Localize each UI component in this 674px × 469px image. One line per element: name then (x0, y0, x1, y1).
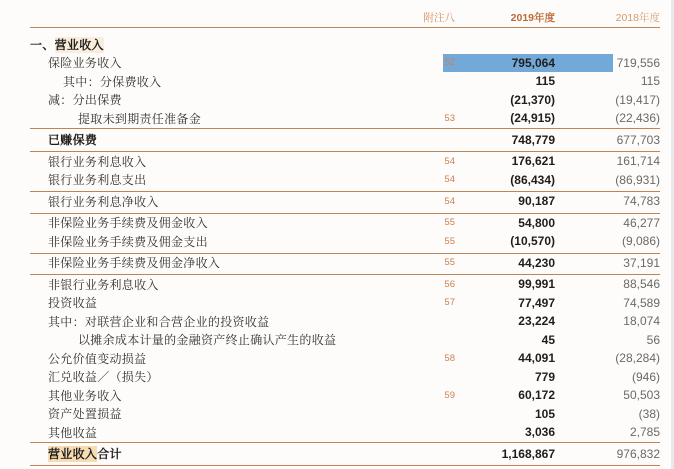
row-label: 公允价值变动损益 (48, 351, 147, 366)
row-value-2018: 74,589 (623, 295, 660, 310)
total-value-2018: 976,832 (616, 446, 660, 461)
section-number: 一、 (30, 37, 55, 52)
column-header-note: 附注八 (423, 12, 455, 24)
total-row (30, 442, 660, 467)
row-value-2019: 779 (534, 369, 555, 384)
row-note: 55 (444, 217, 455, 229)
row-label: 银行业务利息净收入 (48, 194, 159, 209)
row-value-2018: (19,417) (615, 92, 660, 107)
table-row (30, 349, 660, 368)
row-value-2018: 2,785 (629, 425, 660, 440)
row-label: 已赚保费 (48, 133, 98, 148)
row-note: 55 (444, 235, 455, 247)
total-value-2019: 1,168,867 (501, 446, 555, 461)
section-heading-row (30, 35, 660, 54)
row-value-2018: 56 (646, 332, 660, 347)
row-label: 投资收益 (48, 296, 98, 311)
row-label: 非保险业务手续费及佣金支出 (48, 234, 208, 249)
row-label: 其中：对联营企业和合营企业的投资收益 (48, 314, 270, 329)
total-suffix: 合计 (97, 447, 122, 462)
column-header-2018: 2018年度 (615, 12, 660, 24)
row-label: 其他业务收入 (48, 388, 122, 403)
table-row (30, 405, 660, 424)
subtotal-row (30, 128, 660, 153)
column-header-2019: 2019年度 (510, 12, 555, 24)
row-note: 59 (444, 389, 455, 401)
row-value-2019: 60,172 (518, 388, 555, 403)
table-row (30, 171, 660, 193)
row-label: 其中：分保费收入 (63, 74, 162, 89)
row-note: 58 (444, 352, 455, 364)
row-label: 其他收益 (48, 425, 98, 440)
row-label: 汇兑收益／（损失） (48, 370, 159, 385)
row-value-2019: 3,036 (524, 425, 555, 440)
row-value-2019: 45 (541, 332, 555, 347)
row-value-2018: 88,546 (623, 277, 660, 292)
row-value-2018: 18,074 (623, 314, 660, 329)
table-row (30, 109, 660, 128)
row-label: 非保险业务手续费及佣金净收入 (48, 256, 221, 271)
row-note: 57 (444, 297, 455, 309)
table-row (30, 232, 660, 254)
row-value-2019: 748,779 (511, 132, 555, 147)
row-label: 资产处置损益 (48, 407, 122, 422)
table-row (30, 294, 660, 313)
row-note: 52 (444, 57, 455, 69)
row-value-2019: 795,064 (511, 55, 555, 70)
row-value-2018: 115 (640, 74, 660, 89)
row-value-2018: (86,931) (615, 172, 660, 187)
row-value-2019: 115 (535, 74, 555, 89)
table-row (30, 54, 660, 73)
row-value-2019: (86,434) (510, 172, 555, 187)
row-value-2018: (22,436) (615, 111, 660, 126)
row-value-2018: 161,714 (616, 154, 660, 169)
row-note: 55 (444, 257, 455, 269)
row-label: 非银行业务利息收入 (48, 277, 159, 292)
table-row (30, 386, 660, 405)
table-header-row (30, 8, 660, 28)
subtotal-row (30, 192, 660, 214)
row-label: 保险业务收入 (48, 56, 122, 71)
row-value-2019: 44,230 (518, 255, 555, 270)
row-value-2018: 677,703 (616, 132, 660, 147)
table-row (30, 275, 660, 294)
row-value-2018: (9,086) (621, 234, 660, 249)
row-value-2019: 23,224 (518, 314, 555, 329)
row-note: 54 (444, 174, 455, 186)
row-value-2018: 37,191 (623, 255, 660, 270)
total-row-label (30, 445, 395, 462)
row-note: 54 (444, 155, 455, 167)
row-label: 减：分出保费 (48, 93, 122, 108)
search-highlight: 营业收入 (54, 37, 104, 52)
row-label: 银行业务利息收入 (48, 154, 147, 169)
row-note: 56 (444, 278, 455, 290)
subtotal-row (30, 254, 660, 276)
table-row (30, 72, 660, 91)
row-value-2019: 105 (534, 406, 555, 421)
row-label: 提取未到期责任准备金 (78, 111, 202, 126)
row-label: 银行业务利息支出 (48, 173, 147, 188)
table-row (30, 214, 660, 233)
row-value-2019: 44,091 (518, 351, 555, 366)
table-row (30, 331, 660, 350)
row-note: 53 (444, 112, 455, 124)
row-note: 54 (444, 195, 455, 207)
row-value-2018: (946) (631, 369, 660, 384)
row-value-2018: 46,277 (623, 215, 660, 230)
row-value-2019: (10,570) (510, 234, 555, 249)
table-row (30, 91, 660, 110)
table-row (30, 423, 660, 442)
section-heading-label (30, 36, 660, 53)
row-value-2019: 90,187 (518, 194, 555, 209)
row-value-2019: 176,621 (511, 154, 555, 169)
table-row (30, 368, 660, 387)
search-highlight: 营业收入 (48, 447, 98, 462)
row-value-2018: 50,503 (623, 388, 660, 403)
row-label: 以摊余成本计量的金融资产终止确认产生的收益 (78, 333, 337, 348)
row-value-2018: 74,783 (623, 194, 660, 209)
row-value-2018: 719,556 (616, 55, 660, 70)
row-value-2019: 77,497 (518, 295, 555, 310)
row-value-2019: (24,915) (510, 111, 555, 126)
row-label: 非保险业务手续费及佣金收入 (48, 216, 208, 231)
row-value-2019: 54,800 (518, 215, 555, 230)
row-value-2018: (28,284) (615, 351, 660, 366)
row-value-2019: (21,370) (510, 92, 555, 107)
row-value-2018: (38) (638, 406, 660, 421)
row-value-2019: 99,991 (518, 277, 555, 292)
table-row (30, 312, 660, 331)
table-row (30, 152, 660, 171)
